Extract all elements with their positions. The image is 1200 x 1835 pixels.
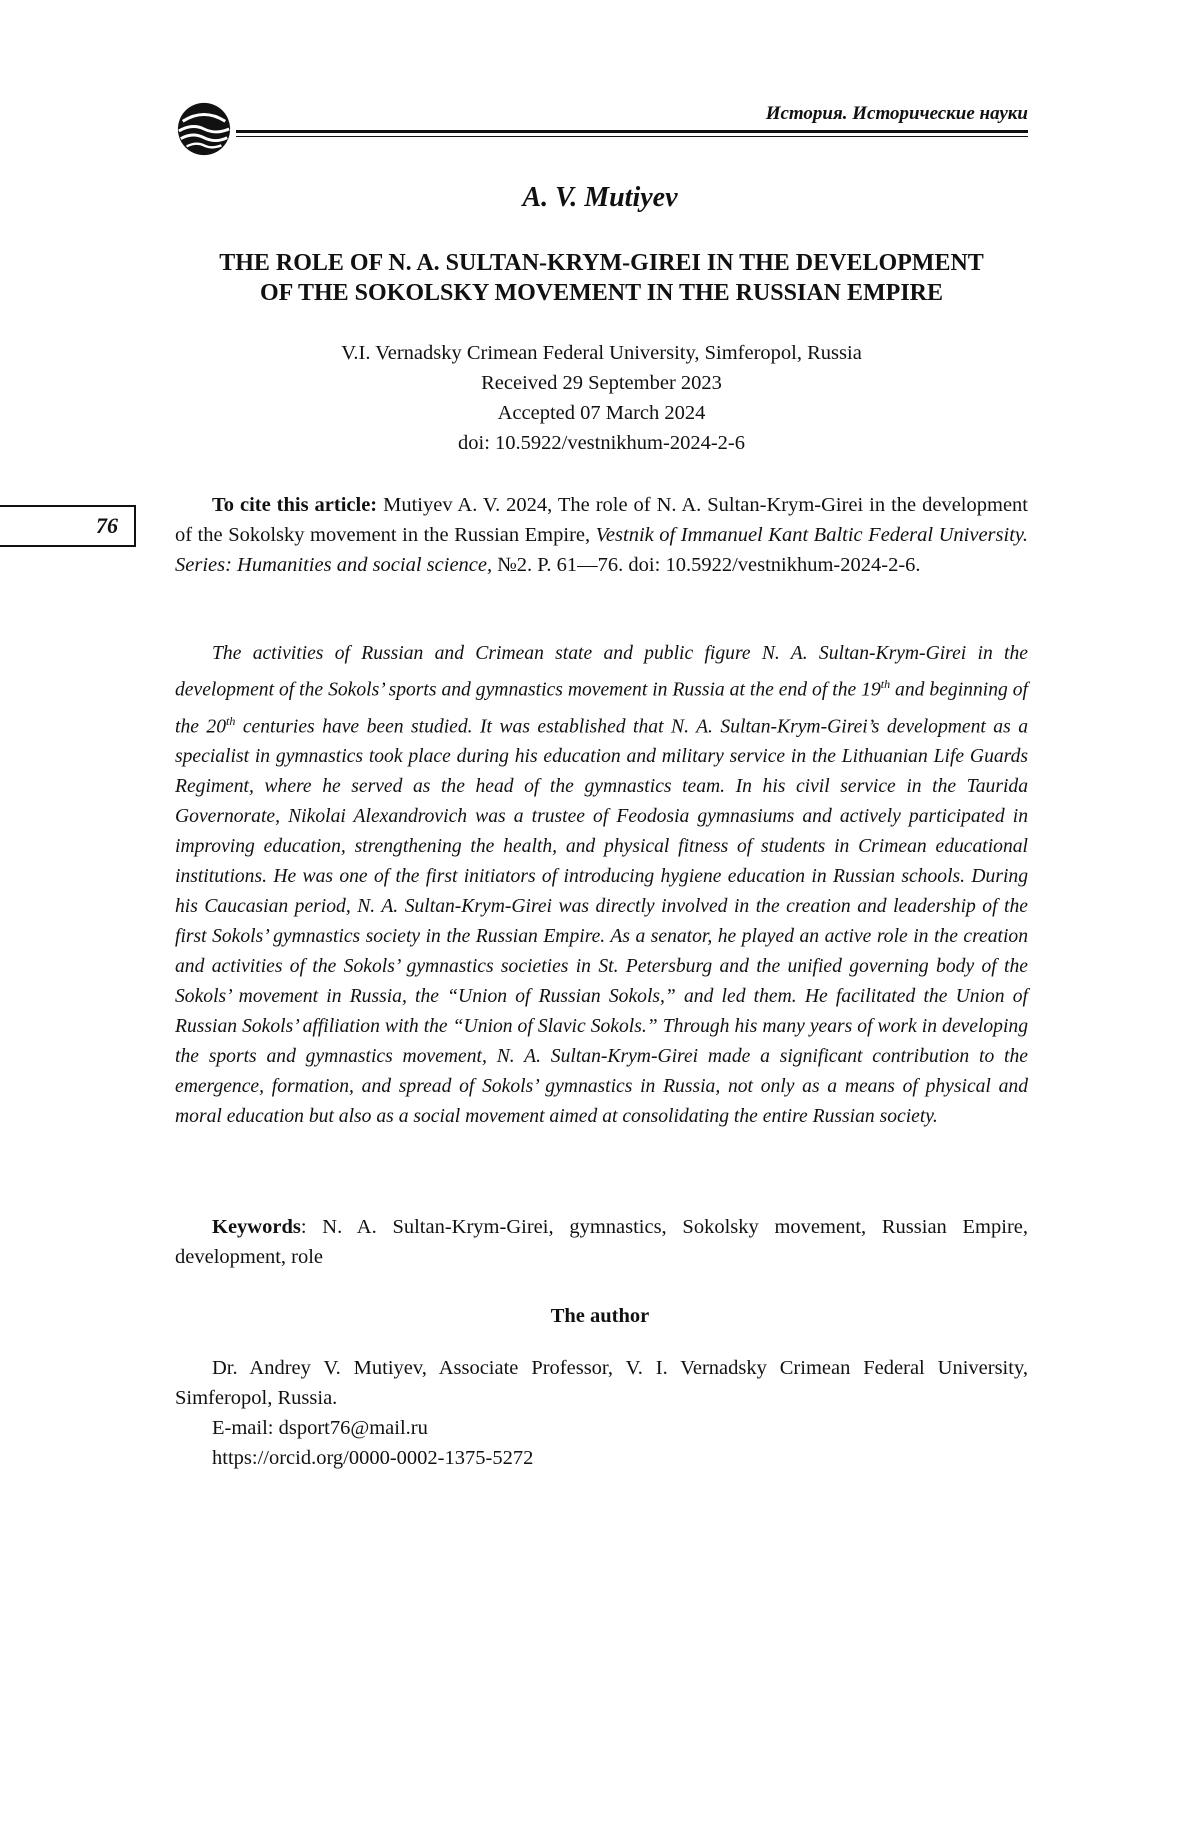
citation-lead: To cite this article: xyxy=(212,494,378,516)
keywords xyxy=(175,1212,1028,1272)
citation xyxy=(175,490,1028,580)
citation-text: Mutiyev A. V. 2024, The role of N. A. Sultan-Krym-Girei in the development of the Sokolsky movement in the Russian Empire, xyxy=(175,494,1028,546)
doi: doi: 10.5922/vestnikhum-2024-2-6 xyxy=(458,432,745,454)
header-rule xyxy=(236,130,1028,133)
received-date: Received 29 September 2023 xyxy=(481,372,722,394)
abstract-text: centuries have been studied. It was established that N. A. Sultan-Krym-Girei’s development as a specialist in gymnastics took place during his education and military service in the Lithuanian Life Guards Regiment, where he served as the head of the gymnastics team. In his civil service in the Taurida Governorate, Nikolai Alexandrovich was a trustee of Feodosia gymnasiums and actively participated in improving education, strengthening the health, and physical fitness of students in Crimean educational institutions. He was one of the first initiators of introducing hygiene education in Russian schools. During his Caucasian period, N. A. Sultan-Krym-Girei was directly involved in the creation and leadership of the first Sokols’ gymnastics society in the Russian Empire. As a senator, he played an active role in the creation and activities of the Sokols’ gymnastics societies in St. Petersburg and the unified governing body of the Sokols’ movement in Russia, the “Union of Russian Sokols,” and led them. He facilitated the Union of Russian Sokols’ affiliation with the “Union of Slavic Sokols.” Through his many years of work in developing the sports and gymnastics movement, N. A. Sultan-Krym-Girei made a significant contribution to the emergence, formation, and spread of Sokols’ gymnastics in Russia, not only as a means of physical and moral education but also as a social movement aimed at consolidating the entire Russian society. xyxy=(175,716,1029,1128)
author-info xyxy=(175,1353,1028,1473)
title-line: THE ROLE OF N. A. SULTAN-KRYM-GIREI IN THE DEVELOPMENT xyxy=(219,250,984,276)
author-email[interactable]: E-mail: dsport76@mail.ru xyxy=(212,1417,428,1439)
header-rule-thin xyxy=(236,136,1028,137)
keywords-text: : N. A. Sultan-Krym-Girei, gymnastics, Sokolsky movement, Russian Empire, development, role xyxy=(175,1216,1028,1268)
abstract-text: and beginning of the 20 xyxy=(175,679,1028,738)
citation-tail: №2. P. 61—76. doi: 10.5922/vestnikhum-2024-2-6. xyxy=(492,554,921,576)
affiliation: V.I. Vernadsky Crimean Federal University, Simferopol, Russia xyxy=(341,342,862,364)
abstract-text: The activities of Russian and Crimean state and public figure N. A. Sultan-Krym-Girei in the development of the Sokols’ sports and gymnastics movement in Russia at the end of the 19 xyxy=(175,643,1028,701)
title-line: OF THE SOKOLSKY MOVEMENT IN THE RUSSIAN EMPIRE xyxy=(259,280,943,306)
author-bio: Dr. Andrey V. Mutiyev, Associate Professor, V. I. Vernadsky Crimean Federal University, Simferopol, Russia. xyxy=(175,1357,1028,1409)
journal-section-title: История. Исторические науки xyxy=(765,103,1028,124)
accepted-date: Accepted 07 March 2024 xyxy=(497,402,706,424)
author-orcid-link[interactable]: https://orcid.org/0000-0002-1375-5272 xyxy=(212,1447,534,1469)
author-name: A. V. Mutiyev xyxy=(522,182,678,213)
abstract-sup: th xyxy=(880,677,891,691)
page-number: 76 xyxy=(0,505,136,547)
wave-globe-logo-icon xyxy=(175,100,233,158)
article-meta xyxy=(175,338,1028,458)
keywords-lead: Keywords xyxy=(212,1216,301,1238)
author-heading: The author xyxy=(550,1305,650,1327)
abstract xyxy=(175,639,1028,1132)
article-title xyxy=(175,248,1028,308)
citation-journal: Vestnik of Immanuel Kant Baltic Federal University. Series: Humanities and social science, xyxy=(175,524,1028,576)
abstract-sup: th xyxy=(226,713,236,728)
